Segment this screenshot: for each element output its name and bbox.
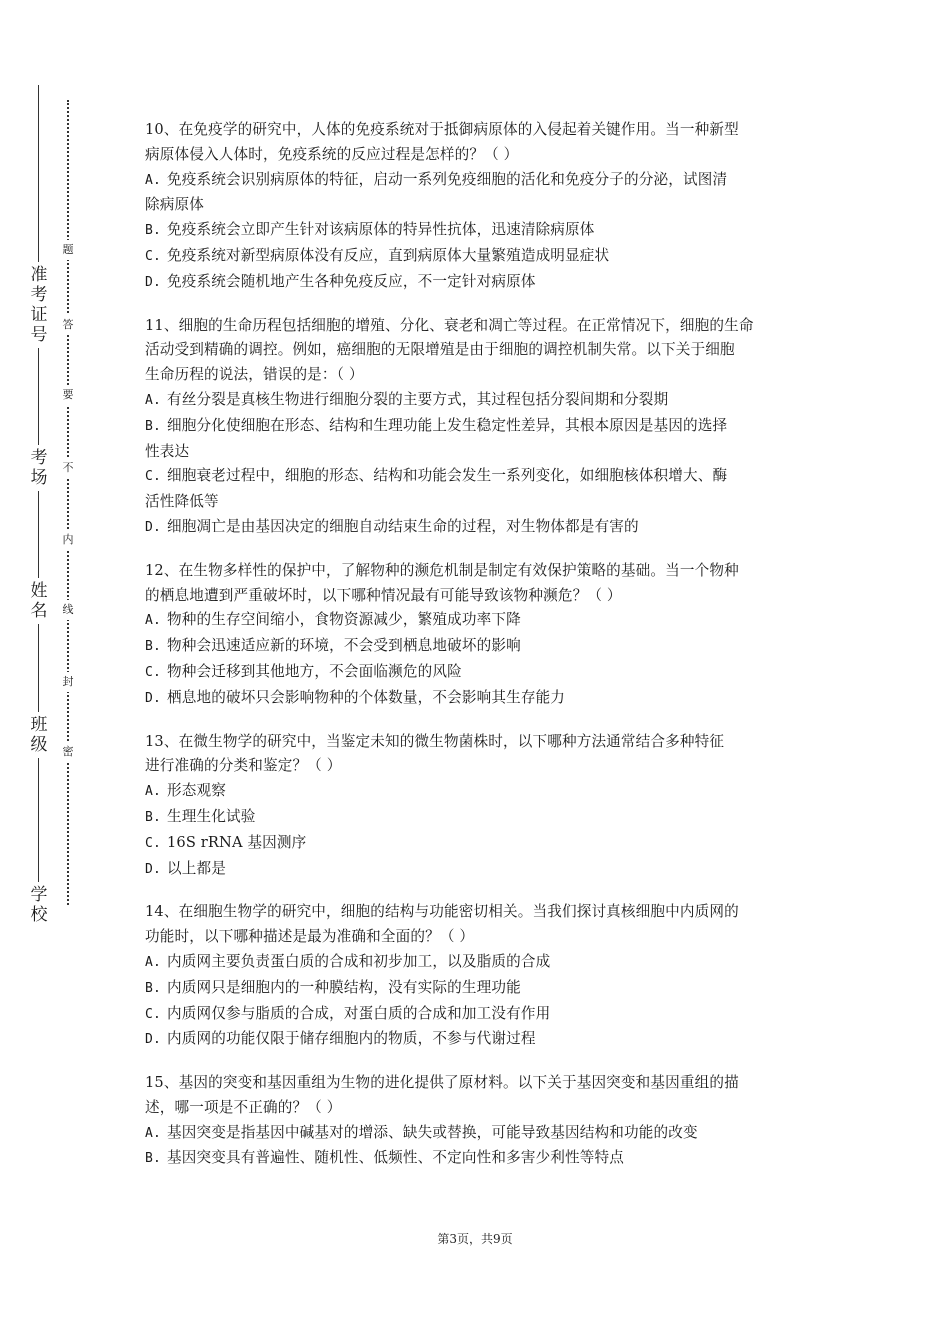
option-line [145,634,813,660]
question-stem-line: 病原体侵入人体时，免疫系统的反应过程是怎样的？（ ） [145,145,519,163]
option-text: 以上都是 [166,859,226,877]
question [145,730,813,883]
option-line [145,218,813,244]
option-text: 免疫系统会识别病原体的特征，启动一系列免疫细胞的活化和免疫分子的分泌，试图清 [166,170,728,188]
seal-char: 答 [59,315,77,335]
option-letter: C. [145,835,161,851]
label-exam-number: 准考证号 [28,262,50,348]
seal-char: 线 [59,600,77,620]
option-text: 物种会迁移到其他地方，不会面临濒危的风险 [166,662,462,680]
option-line [145,950,813,976]
label-class: 班级 [28,712,50,758]
option-text: 细胞凋亡是由基因决定的细胞自动结束生命的过程，对生物体都是有害的 [166,517,639,535]
option-letter: D. [145,274,161,290]
seal-char: 密 [59,742,77,762]
option-letter: C. [145,664,161,680]
option-letter: A. [145,172,161,188]
label-name: 姓名 [28,578,50,624]
option-line [145,831,813,857]
option-text: 免疫系统会随机地产生各种免疫反应，不一定针对病原体 [166,272,536,290]
question-stem-line: 13、在微生物学的研究中，当鉴定未知的微生物菌株时，以下哪种方法通常结合多种特征 [145,732,725,750]
seal-char: 要 [59,385,77,405]
option-letter: A. [145,613,161,629]
seal-char: 题 [59,240,77,260]
option-line [145,490,813,515]
option-line [145,608,813,634]
option-text: 细胞分化使细胞在形态、结构和生理功能上发生稳定性差异，其根本原因是基因的选择 [166,416,728,434]
option-text: 内质网主要负责蛋白质的合成和初步加工，以及脂质的合成 [166,952,551,970]
option-text: 内质网只是细胞内的一种膜结构，没有实际的生理功能 [166,978,521,996]
question-stem-line: 10、在免疫学的研究中，人体的免疫系统对于抵御病原体的入侵起着关键作用。当一种新型 [145,121,739,138]
question [145,314,813,541]
option-letter: A. [145,954,161,970]
question-stem-line: 生命历程的说法，错误的是：（ ） [145,366,364,384]
option-text: 物种会迅速适应新的环境，不会受到栖息地破坏的影响 [166,637,521,655]
option-text: 有丝分裂是真核生物进行细胞分裂的主要方式，其过程包括分裂间期和分裂期 [166,390,669,408]
question-stem-line: 14、在细胞生物学的研究中，细胞的结构与功能密切相关。当我们探讨真核细胞中内质网的 [145,903,739,921]
page-footer: 第3页，共9页 [437,1232,513,1246]
option-line [145,976,813,1002]
option-line [145,270,813,296]
option-letter: D. [145,861,161,877]
option-line [145,244,813,270]
question [145,900,813,1053]
question [145,118,813,296]
question [145,1071,813,1172]
question-stem-line: 15、基因的突变和基因重组为生物的进化提供了原材料。以下关于基因突变和基因重组的描 [145,1074,739,1092]
option-line [145,1121,813,1147]
seal-char: 内 [59,530,77,550]
option-letter: B. [145,639,161,655]
option-letter: B. [145,809,161,825]
option-text: 除病原体 [145,196,204,214]
option-text: 免疫系统会立即产生针对该病原体的特异性抗体，迅速清除病原体 [166,221,595,239]
option-line [145,1146,813,1172]
binding-dotted-line [67,100,69,905]
option-text: 内质网的功能仅限于储存细胞内的物质，不参与代谢过程 [166,1030,536,1048]
option-line [145,440,813,465]
binding-margin [0,0,120,1344]
option-line [145,168,813,194]
option-text: 栖息地的破坏只会影响物种的个体数量，不会影响其生存能力 [166,688,566,706]
label-school: 学校 [28,882,50,928]
option-line [145,515,813,541]
option-line [145,660,813,686]
seal-char: 封 [59,672,77,692]
option-letter: D. [145,1032,161,1048]
option-text: 基因突变是指基因中碱基对的增添、缺失或替换，可能导致基因结构和功能的改变 [166,1123,698,1141]
option-text: 生理生化试验 [166,807,256,825]
question-stem-line: 的栖息地遭到严重破坏时，以下哪种情况最有可能导致该物种濒危？（ ） [145,586,622,604]
question-stem-line: 11、细胞的生命历程包括细胞的增殖、分化、衰老和凋亡等过程。在正常情况下，细胞的生命 [145,316,754,334]
option-line [145,193,813,218]
option-line [145,388,813,414]
question-list [145,118,813,1190]
option-letter: C. [145,1006,161,1022]
option-text: 物种的生存空间缩小，食物资源减少，繁殖成功率下降 [166,611,521,629]
option-line [145,1027,813,1053]
option-letter: A. [145,392,161,408]
option-text: 基因突变具有普遍性、随机性、低频性、不定向性和多害少利性等特点 [166,1149,625,1167]
option-text: 免疫系统对新型病原体没有反应，直到病原体大量繁殖造成明显症状 [166,246,610,264]
option-letter: D. [145,519,161,535]
label-exam-room: 考场 [28,445,50,491]
option-text: 性表达 [145,442,190,460]
question-stem-line: 12、在生物多样性的保护中，了解物种的濒危机制是制定有效保护策略的基础。当一个物种 [145,561,739,579]
question-stem-line: 述，哪一项是不正确的？（ ） [145,1098,342,1116]
option-letter: B. [145,980,161,996]
option-letter: B. [145,418,161,434]
option-text: 形态观察 [166,782,226,800]
option-text: 内质网仅参与脂质的合成，对蛋白质的合成和加工没有作用 [166,1004,551,1022]
question-stem-line: 功能时，以下哪种描述是最为准确和全面的？（ ） [145,928,475,946]
option-text: 活性降低等 [145,493,219,511]
option-letter: C. [145,469,161,485]
option-letter: D. [145,690,161,706]
question-stem-line: 活动受到精确的调控。例如，癌细胞的无限增殖是由于细胞的调控机制失常。以下关于细胞 [145,341,735,359]
option-line [145,805,813,831]
option-letter: A. [145,1125,161,1141]
question [145,559,813,712]
option-letter: A. [145,784,161,800]
option-text: 细胞衰老过程中，细胞的形态、结构和功能会发生一系列变化，如细胞核体积增大、酶 [166,467,728,485]
option-letter: C. [145,248,161,264]
option-line [145,1002,813,1028]
option-line [145,686,813,712]
option-line [145,464,813,490]
question-stem-line: 进行准确的分类和鉴定？（ ） [145,757,342,775]
option-line [145,414,813,440]
option-line [145,857,813,883]
option-letter: B. [145,223,161,239]
seal-char: 不 [59,458,77,478]
option-text: 16S rRNA 基因测序 [166,833,307,851]
option-line [145,779,813,805]
option-letter: B. [145,1151,161,1167]
